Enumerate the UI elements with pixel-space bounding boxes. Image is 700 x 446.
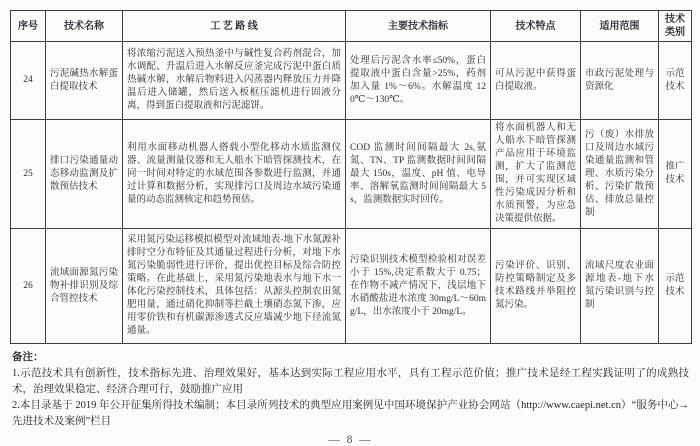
cell-tech-name: 流域面源氮污染物补排识别及综合管控技术 bbox=[46, 229, 123, 344]
remark-item-2: 2.本目录基于 2019 年公开征集所得技术编制；本目录所列技术的典型应用案例见中国环境保护产业协会网站（http://www.caepi.net.cn）“服务中心→先进技术及案例”栏目 bbox=[12, 400, 689, 427]
cell-tech-name: 排口污染通量动态移动监测及扩散预估技术 bbox=[46, 120, 123, 229]
header-serial-number: 序号 bbox=[11, 11, 46, 42]
header-main-indicators: 主要技术指标 bbox=[346, 11, 491, 42]
cell-serial-number: 26 bbox=[11, 229, 46, 344]
table-row bbox=[11, 120, 692, 229]
technology-catalog-table bbox=[10, 10, 692, 344]
cell-tech-features: 将水面机器人和无人船水下暗管探测产品应用于环境监测，扩大了监测范围，并可实现区域性污染成因分析和水质预警，为应急决策提供依据。 bbox=[491, 120, 581, 229]
table-body bbox=[11, 42, 692, 344]
cell-serial-number: 24 bbox=[11, 42, 46, 120]
cell-tech-category: 推广技术 bbox=[659, 120, 692, 229]
cell-process-route: 采用氮污染运移模拟模型对流域地表-地下水氮源补排时空分布特征及其通量过程进行分析，对地下水氮污染脆弱性进行评价，提出优控目标及综合防控策略。在此基础上，采用氮污染地表水与地下水一体化污染控制技术，具体包括：从源头控制农田氮肥用量，通过硝化抑制等拦截土壤硝态氮下渗，应用零价铁和有机碳源渗透式反应墙减少地下径流氮通量。 bbox=[123, 229, 346, 344]
remark-item-1: 1.示范技术具有创新性，技术指标先进、治理效果好，基本达到实际工程应用水平，具有工程示范价值；推广技术是经工程实践证明了的成熟技术，治理效果稳定、经济合理可行，鼓励推广应用 bbox=[12, 368, 689, 395]
cell-tech-name: 污泥碱热水解蛋白提取技术 bbox=[46, 42, 123, 120]
table-row bbox=[11, 229, 692, 344]
cell-application-scope: 市政污泥处理与资源化 bbox=[581, 42, 659, 120]
header-process-route: 工 艺 路 线 bbox=[123, 11, 346, 42]
header-tech-category: 技术类别 bbox=[659, 11, 692, 42]
cell-process-route: 利用水面移动机器人搭载小型化移动水质监测仪器、流量测量仪器和无人船水下暗管探测技术，在同一时间对特定的水域范围各参数进行监测，并通过计算和数据分析，实现排污口及周边水域污染通量的动态监测核定和趋势预估。 bbox=[123, 120, 346, 229]
table-row bbox=[11, 42, 692, 120]
table-header-row bbox=[11, 11, 692, 42]
header-tech-features: 技术特点 bbox=[491, 11, 581, 42]
remarks-section bbox=[12, 350, 689, 430]
header-tech-name: 技术名称 bbox=[46, 11, 123, 42]
cell-application-scope: 污（废）水排放口及周边水域污染通量监测和管理、水质污染分析、污染扩散预估、排放总量控制 bbox=[581, 120, 659, 229]
cell-application-scope: 流域尺度农业面源地表-地下水氮污染识别与控制 bbox=[581, 229, 659, 344]
cell-tech-category: 示范技术 bbox=[659, 229, 692, 344]
cell-tech-features: 污染评价、识别、防控策略制定及多技术路线并举阻控氮污染。 bbox=[491, 229, 581, 344]
cell-main-indicators: COD 监测时间间隔最大 2s,氨氮、TN、TP 监测数据时间间隔最大 150s，温度、pH 值、电导率、溶解氧监测时间间隔最大 5s，监测数据实时回传。 bbox=[346, 120, 491, 229]
remarks-label: 备注： bbox=[12, 352, 44, 363]
header-application-scope: 适用范围 bbox=[581, 11, 659, 42]
cell-main-indicators: 污染识别技术模型检验相对误差小于 15%,决定系数大于 0.75；在作物不减产情况下，浅层地下水硝酸盐进水浓度 30mg/L～60mg/L，出水浓度小于 20mg/L。 bbox=[346, 229, 491, 344]
cell-main-indicators: 处理后污泥含水率≤50%，蛋白提取液中蛋白含量>25%，药剂加入量 1%～6%。水解温度 120℃～130℃。 bbox=[346, 42, 491, 120]
cell-tech-category: 示范技术 bbox=[659, 42, 692, 120]
cell-process-route: 将浓缩污泥送入预热釜中与碱性复合药剂混合，加水调配、升温后进入水解反应釜完成污泥中蛋白质热碱水解，水解后物料进入闪蒸器内释放压力并降温后进入储罐，然后送入板框压滤机进行固液分离，得到蛋白提取液和污泥滤饼。 bbox=[123, 42, 346, 120]
page-number: — 8 — bbox=[328, 434, 373, 446]
cell-serial-number: 25 bbox=[11, 120, 46, 229]
cell-tech-features: 可从污泥中获得蛋白提取液。 bbox=[491, 42, 581, 120]
